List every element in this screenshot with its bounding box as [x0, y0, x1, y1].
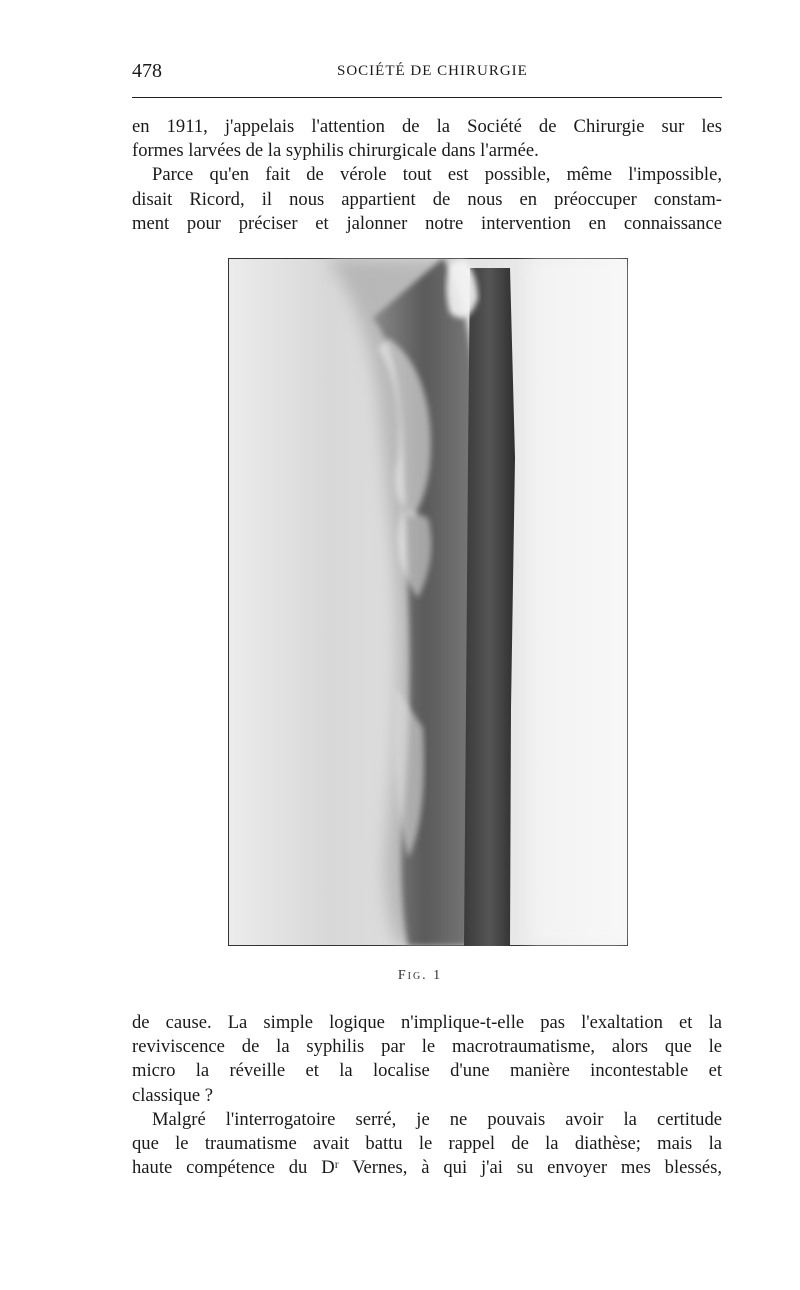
running-title: SOCIÉTÉ DE CHIRURGIE: [337, 63, 528, 79]
text-block-top: [132, 115, 722, 236]
xray-figure: [228, 258, 628, 946]
running-head: [132, 60, 722, 88]
text-line: formes larvées de la syphilis chirurgicale dans l'armée.: [132, 140, 539, 162]
figure-caption: Fig. 1: [397, 968, 443, 983]
text-line: haute compétence du Dʳ Vernes, à qui j'ai su envoyer mes blessés,: [132, 1157, 722, 1179]
text-line: classique ?: [132, 1084, 214, 1106]
text-line: que le traumatisme avait battu le rappel de la diathèse; mais la: [132, 1133, 722, 1155]
straight-bone-shaft: [464, 268, 515, 946]
text-line: en 1911, j'appelais l'attention de la Société de Chirurgie sur les: [132, 116, 722, 137]
text-line: Parce qu'en fait de vérole tout est possible, même l'impossible,: [152, 164, 722, 186]
text-line: Malgré l'interrogatoire serré, je ne pouvais avoir la certitude: [152, 1108, 722, 1130]
text-line: ment pour préciser et jalonner notre intervention en connaissance: [132, 212, 722, 234]
text-line: de cause. La simple logique n'implique-t-elle pas l'exaltation et la: [132, 1012, 722, 1033]
text-block-bottom: [132, 1011, 722, 1180]
page-number: 478: [132, 60, 162, 82]
xray-image: [228, 258, 628, 946]
text-line: reviviscence de la syphilis par le macrotraumatisme, alors que le: [132, 1036, 722, 1058]
text-line: disait Ricord, il nous appartient de nous en préoccuper constam-: [132, 188, 722, 210]
text-line: micro la réveille et la localise d'une manière incontestable et: [132, 1060, 722, 1082]
header-rule: [132, 97, 722, 98]
bright-area: [528, 258, 628, 946]
